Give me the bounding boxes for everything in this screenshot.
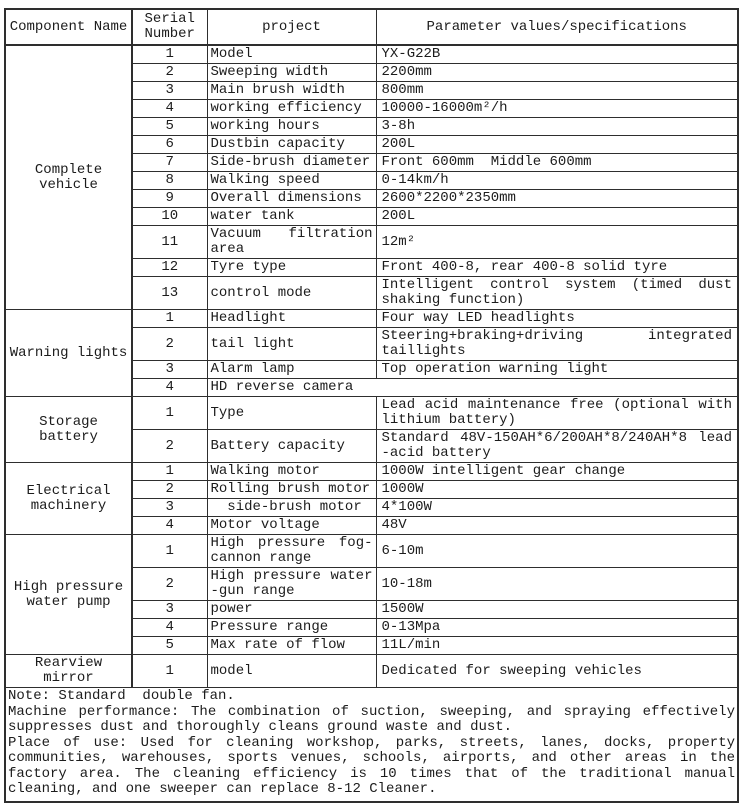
spec-row — [5, 655, 738, 688]
serial-cell: 3 — [132, 361, 207, 379]
project-cell: Main brush width — [207, 82, 376, 100]
project-cell: Type — [207, 397, 376, 430]
project-cell: Rolling brush motor — [207, 481, 376, 499]
value-cell: 0-14km/h — [376, 172, 738, 190]
serial-cell: 1 — [132, 45, 207, 64]
serial-cell: 2 — [132, 481, 207, 499]
value-cell: Front 600mm Middle 600mm — [376, 154, 738, 172]
project-cell: Walking speed — [207, 172, 376, 190]
value-cell: 200L — [376, 136, 738, 154]
spec-row — [5, 463, 738, 481]
value-cell: Four way LED headlights — [376, 310, 738, 328]
spec-row — [5, 310, 738, 328]
value-cell: 6-10m — [376, 535, 738, 568]
value-cell: Top operation warning light — [376, 361, 738, 379]
value-cell: 2600*2200*2350mm — [376, 190, 738, 208]
note-machine-performance: Machine performance: The combination of suction, sweeping, and spraying effectively suppresses dust and thoroughly cleans ground waste and dust. — [8, 703, 735, 735]
project-cell: Side-brush diameter — [207, 154, 376, 172]
note-place-of-use: Place of use: Used for cleaning workshop, parks, streets, lanes, docks, property communities, warehouses, sports venues, schools, airports, and other areas in the factory area. The cleaning efficiency is 10 times that of the traditional manual cleaning, and one sweeper can replace 8-12 Cleaner. — [8, 734, 735, 797]
value-cell: 3-8h — [376, 118, 738, 136]
value-cell: 1000W — [376, 481, 738, 499]
value-cell: Dedicated for sweeping vehicles — [376, 655, 738, 688]
serial-cell: 5 — [132, 637, 207, 655]
value-cell: Lead acid maintenance free (optional with lithium battery) — [376, 397, 738, 430]
serial-cell: 2 — [132, 328, 207, 361]
project-cell: working hours — [207, 118, 376, 136]
component-cell-warning-lights: Warning lights — [5, 310, 132, 397]
serial-cell: 2 — [132, 64, 207, 82]
project-cell: Vacuum filtration area — [207, 226, 376, 259]
serial-cell: 1 — [132, 310, 207, 328]
notes-cell — [5, 688, 738, 802]
project-cell: Pressure range — [207, 619, 376, 637]
project-cell: Overall dimensions — [207, 190, 376, 208]
value-cell: Steering+braking+driving integrated taillights — [376, 328, 738, 361]
serial-cell: 4 — [132, 100, 207, 118]
project-cell: control mode — [207, 277, 376, 310]
serial-cell: 4 — [132, 379, 207, 397]
specifications-table — [4, 8, 739, 803]
value-cell: Intelligent control system (timed dust shaking function) — [376, 277, 738, 310]
value-cell: 48V — [376, 517, 738, 535]
spec-row — [5, 397, 738, 430]
spec-row — [5, 45, 738, 64]
project-cell: Max rate of flow — [207, 637, 376, 655]
serial-cell: 1 — [132, 655, 207, 688]
value-cell: 0-13Mpa — [376, 619, 738, 637]
serial-cell: 4 — [132, 517, 207, 535]
serial-cell: 1 — [132, 463, 207, 481]
project-cell: tail light — [207, 328, 376, 361]
value-cell: 2200mm — [376, 64, 738, 82]
value-cell: YX-G22B — [376, 45, 738, 64]
header-row — [5, 9, 738, 45]
project-cell: Walking motor — [207, 463, 376, 481]
header-component-name: Component Name — [5, 9, 132, 45]
serial-cell: 5 — [132, 118, 207, 136]
project-cell: Motor voltage — [207, 517, 376, 535]
serial-cell: 2 — [132, 430, 207, 463]
project-cell: Alarm lamp — [207, 361, 376, 379]
value-cell: 1000W intelligent gear change — [376, 463, 738, 481]
header-serial-number: Serial Number — [132, 9, 207, 45]
value-cell: 10-18m — [376, 568, 738, 601]
component-cell-electrical-machinery: Electrical machinery — [5, 463, 132, 535]
project-cell: Headlight — [207, 310, 376, 328]
project-cell: Model — [207, 45, 376, 64]
project-cell: power — [207, 601, 376, 619]
value-cell: 12m² — [376, 226, 738, 259]
component-cell-rearview-mirror: Rearview mirror — [5, 655, 132, 688]
value-cell: Front 400-8, rear 400-8 solid tyre — [376, 259, 738, 277]
note-standard-fan: Note: Standard double fan. — [8, 688, 235, 704]
project-cell: model — [207, 655, 376, 688]
project-cell: High pressure fog-cannon range — [207, 535, 376, 568]
serial-cell: 13 — [132, 277, 207, 310]
spec-row — [5, 535, 738, 568]
project-cell: working efficiency — [207, 100, 376, 118]
value-cell: Standard 48V-150AH*6/200AH*8/240AH*8 lead​-acid battery — [376, 430, 738, 463]
serial-cell: 12 — [132, 259, 207, 277]
project-cell: High pressure water​-gun range — [207, 568, 376, 601]
header-project: project — [207, 9, 376, 45]
project-cell: Battery capacity — [207, 430, 376, 463]
value-cell: 11L/min — [376, 637, 738, 655]
serial-cell: 10 — [132, 208, 207, 226]
table-header — [5, 9, 738, 45]
component-cell-high-pressure-water-pump: High pressure water pump — [5, 535, 132, 655]
serial-cell: 1 — [132, 535, 207, 568]
serial-cell: 4 — [132, 619, 207, 637]
serial-cell: 3 — [132, 601, 207, 619]
component-cell-complete-vehicle: Complete vehicle — [5, 45, 132, 310]
serial-cell: 3 — [132, 82, 207, 100]
project-cell-merged: HD reverse camera — [207, 379, 738, 397]
serial-cell: 8 — [132, 172, 207, 190]
serial-cell: 3 — [132, 499, 207, 517]
value-cell: 4*100W — [376, 499, 738, 517]
header-parameters: Parameter values/specifications — [376, 9, 738, 45]
project-cell: side-brush motor — [207, 499, 376, 517]
notes-row — [5, 688, 738, 802]
serial-cell: 2 — [132, 568, 207, 601]
project-cell: water tank — [207, 208, 376, 226]
serial-cell: 1 — [132, 397, 207, 430]
serial-cell: 6 — [132, 136, 207, 154]
component-cell-storage-battery: Storage battery — [5, 397, 132, 463]
project-cell: Tyre type — [207, 259, 376, 277]
value-cell: 200L — [376, 208, 738, 226]
value-cell: 10000-16000m²/h — [376, 100, 738, 118]
project-cell: Dustbin capacity — [207, 136, 376, 154]
serial-cell: 11 — [132, 226, 207, 259]
serial-cell: 9 — [132, 190, 207, 208]
value-cell: 800mm — [376, 82, 738, 100]
serial-cell: 7 — [132, 154, 207, 172]
value-cell: 1500W — [376, 601, 738, 619]
project-cell: Sweeping width — [207, 64, 376, 82]
table-body — [5, 45, 738, 802]
